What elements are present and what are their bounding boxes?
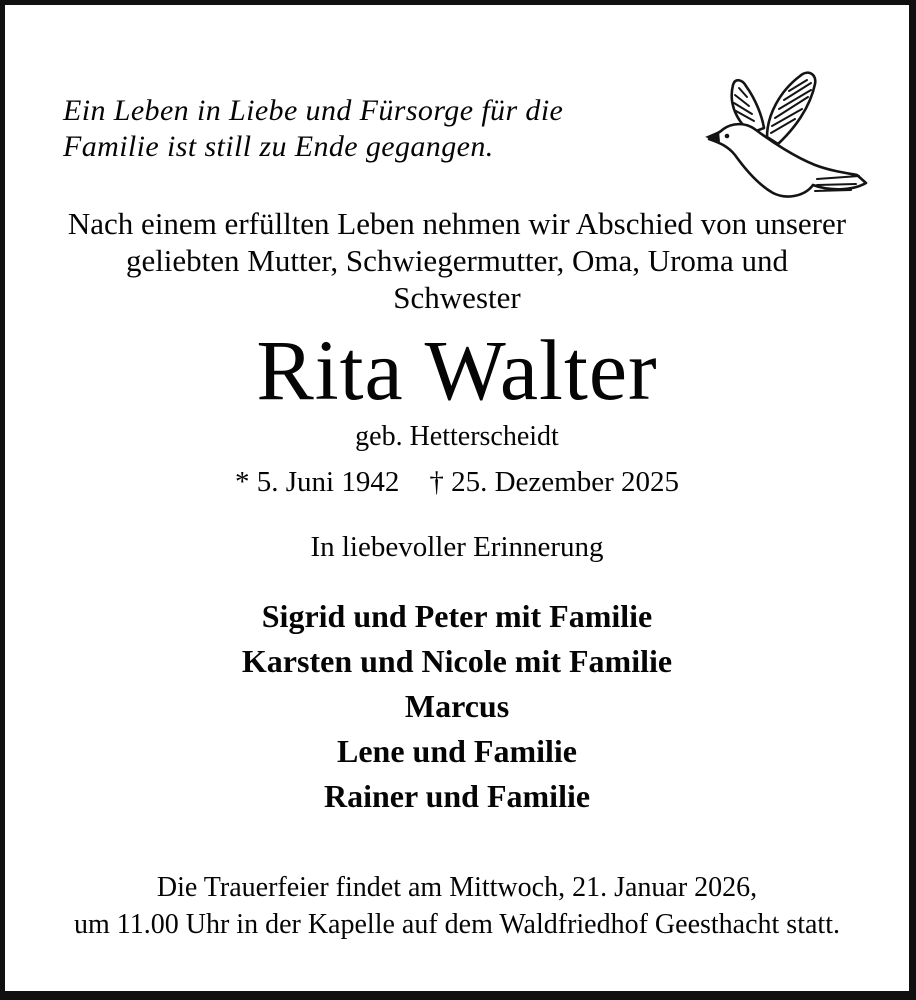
- intro-line: Schwester: [393, 280, 521, 315]
- mourner-line: Sigrid und Peter mit Familie: [261, 598, 653, 634]
- remembrance-line: In liebevoller Erinnerung: [310, 531, 604, 563]
- dove-icon: [705, 67, 879, 199]
- intro-paragraph: [5, 205, 909, 316]
- mourners-list: [5, 594, 909, 819]
- maiden-name: geb. Hetterscheidt: [355, 421, 559, 452]
- life-dates: [5, 466, 909, 499]
- mourner-line: Lene und Familie: [336, 733, 577, 769]
- mourner-line: Karsten und Nicole mit Familie: [241, 643, 673, 679]
- epigraph-line: Ein Leben in Liebe und Fürsorge für die: [63, 94, 564, 127]
- intro-line: Nach einem erfüllten Leben nehmen wir Abschied von unserer: [67, 206, 847, 241]
- deceased-name: Rita Walter: [256, 322, 658, 418]
- funeral-details: [5, 869, 909, 943]
- birth-date: * 5. Juni 1942: [235, 466, 400, 498]
- death-date: † 25. Dezember 2025: [429, 466, 679, 498]
- funeral-line: Die Trauerfeier findet am Mittwoch, 21. Januar 2026,: [156, 872, 758, 903]
- mourner-line: Rainer und Familie: [323, 778, 591, 814]
- intro-line: geliebten Mutter, Schwiegermutter, Oma, Uroma und: [125, 243, 789, 278]
- epigraph-line: Familie ist still zu Ende gegangen.: [63, 130, 494, 163]
- funeral-line: um 11.00 Uhr in der Kapelle auf dem Waldfriedhof Geesthacht statt.: [74, 909, 840, 940]
- mourner-line: Marcus: [404, 688, 510, 724]
